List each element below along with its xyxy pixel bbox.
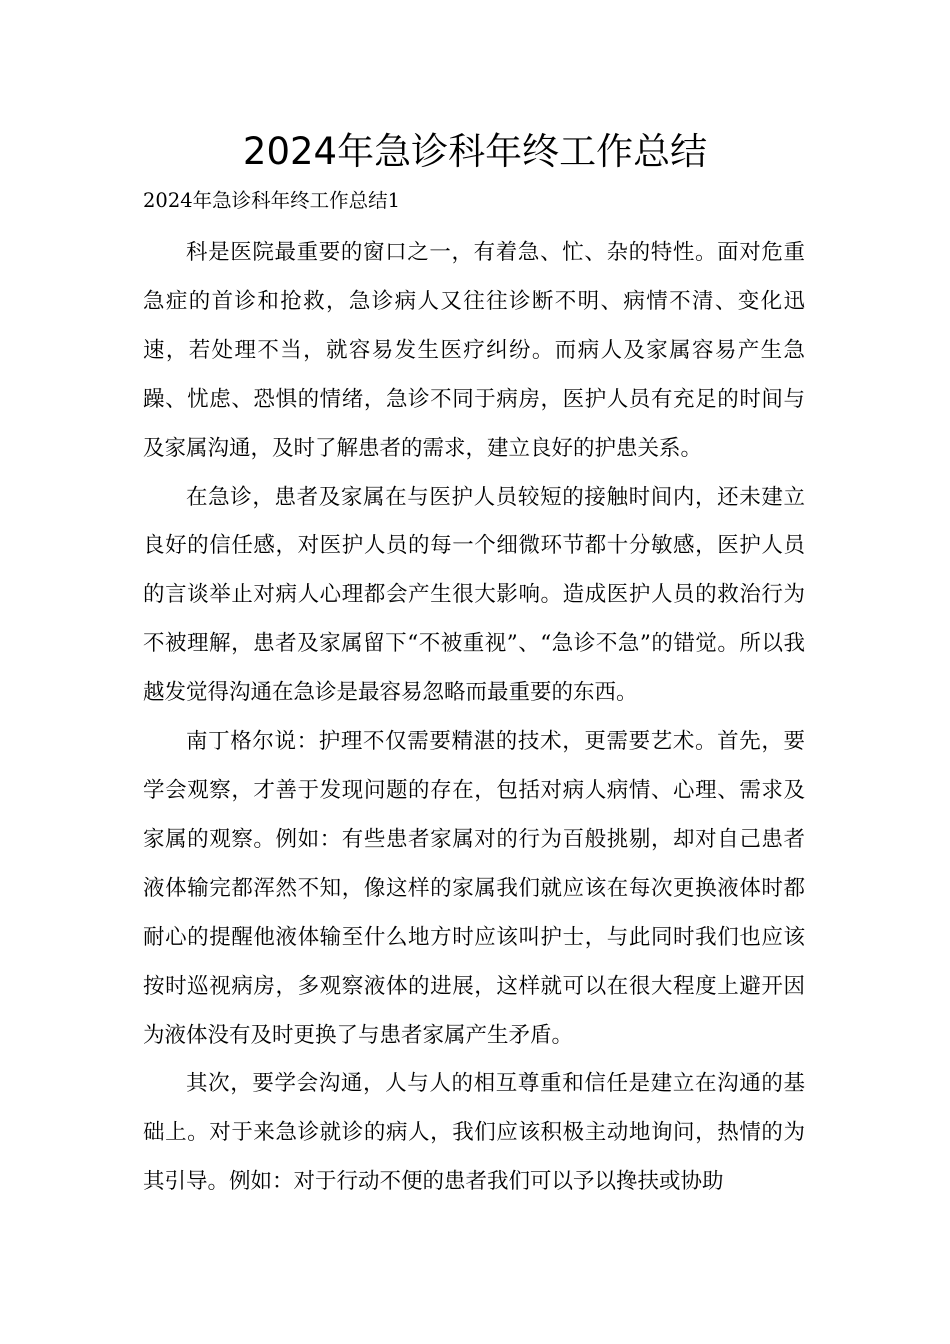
paragraph-3: 南丁格尔说：护理不仅需要精湛的技术，更需要艺术。首先，要学会观察，才善于发现问题的存在，包括对病人病情、心理、需求及家属的观察。例如：有些患者家属对的行为百般挑剔，却对自己患者液体输完都浑然不知，像这样的家属我们就应该在每次更换液体时都耐心的提醒他液体输至什么地方时应该叫护士，与此同时我们也应该按时巡视病房，多观察液体的进展，这样就可以在很大程度上避开因为液体没有及时更换了与患者家属产生矛盾。	[143, 729, 805, 1048]
section-heading: 2024年急诊科年终工作总结1	[143, 189, 401, 212]
document-title: 2024年急诊科年终工作总结	[242, 130, 708, 173]
document-body	[143, 229, 805, 1207]
paragraph-1: 科是医院最重要的窗口之一，有着急、忙、杂的特性。面对危重急症的首诊和抢救，急诊病人又往往诊断不明、病情不清、变化迅速，若处理不当，就容易发生医疗纠纷。而病人及家属容易产生急躁、忧虑、恐惧的情绪，急诊不同于病房，医护人员有充足的时间与及家属沟通，及时了解患者的需求，建立良好的护患关系。	[143, 240, 805, 461]
paragraph-4: 其次，要学会沟通，人与人的相互尊重和信任是建立在沟通的基础上。对于来急诊就诊的病人，我们应该积极主动地询问，热情的为其引导。例如：对于行动不便的患者我们可以予以搀扶或协助	[143, 1071, 805, 1195]
paragraph-2: 在急诊，患者及家属在与医护人员较短的接触时间内，还未建立良好的信任感，对医护人员的每一个细微环节都十分敏感，医护人员的言谈举止对病人心理都会产生很大影响。造成医护人员的救治行为不被理解，患者及家属留下“不被重视”、“急诊不急”的错觉。所以我越发觉得沟通在急诊是最容易忽略而最重要的东西。	[143, 484, 805, 706]
